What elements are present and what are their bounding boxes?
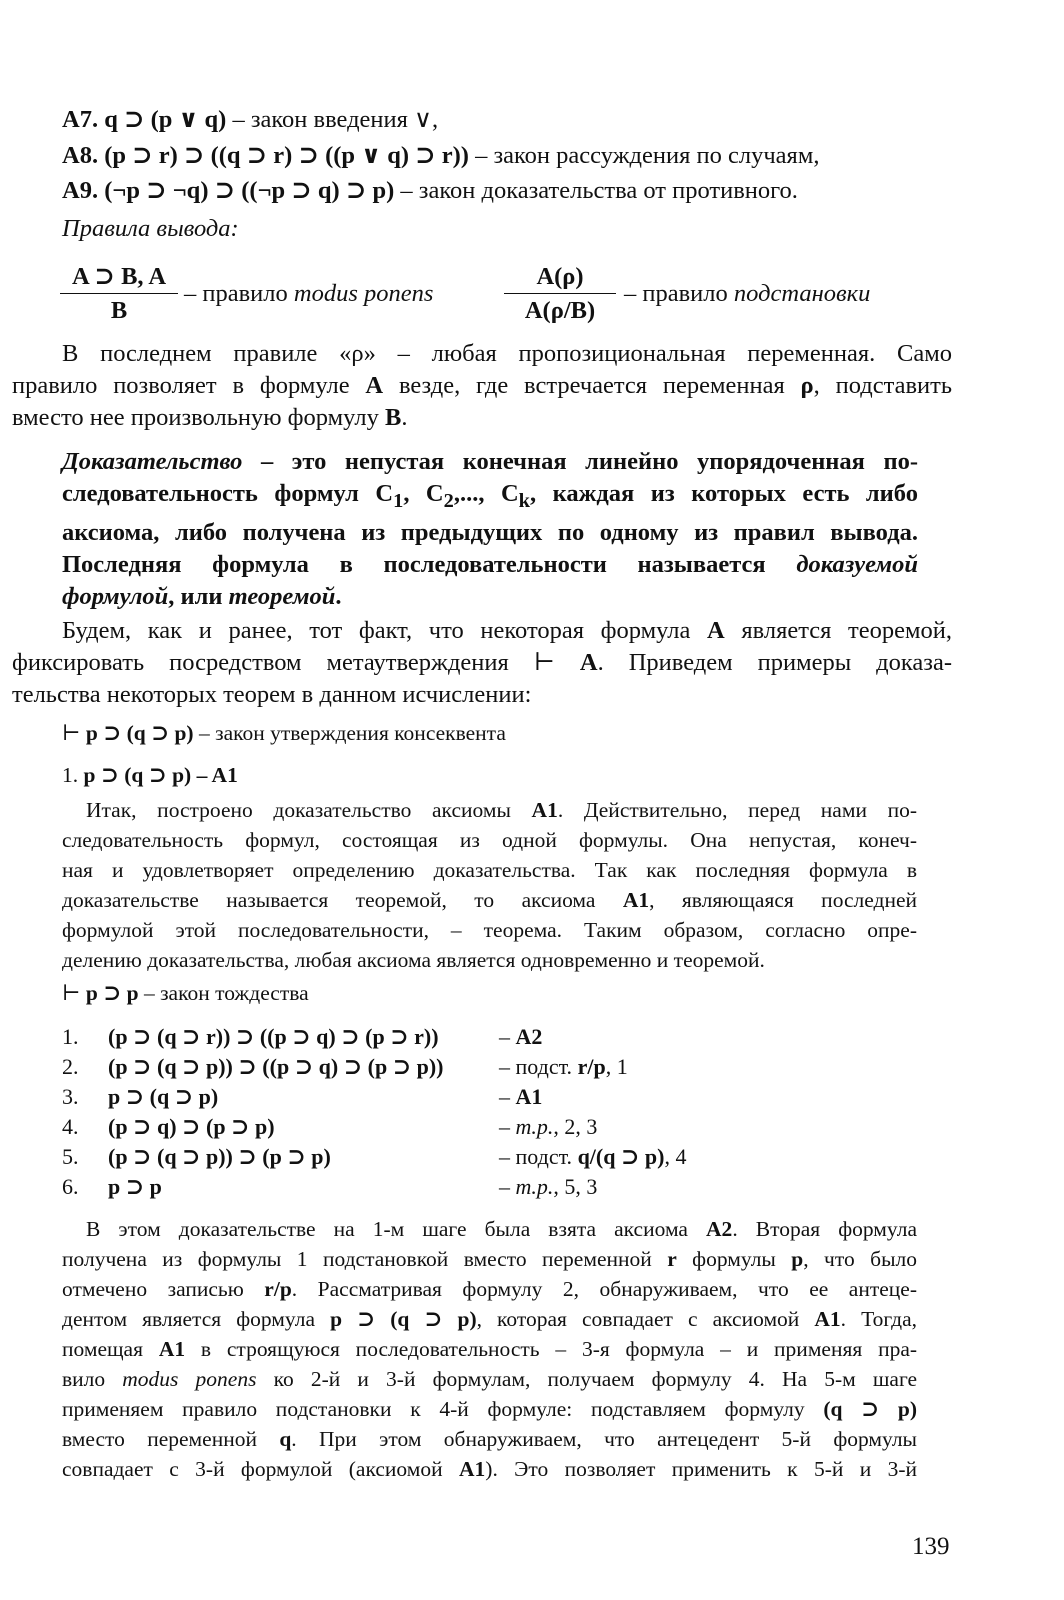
formula-span: q	[279, 1427, 292, 1451]
text-span: отмечено записью	[62, 1277, 244, 1301]
rules-heading	[62, 213, 239, 245]
text-span: помещая	[62, 1337, 143, 1361]
text-span: . Тогда,	[840, 1307, 917, 1331]
subscript: 1	[393, 489, 404, 512]
rules-heading-text: Правила вывода:	[62, 215, 239, 242]
text-span: вместо переменной	[62, 1427, 257, 1451]
text-span: правило позволяет в формуле	[12, 372, 350, 399]
step-number: 1.	[62, 1024, 79, 1049]
text-line	[62, 1424, 917, 1454]
axiom-label: А7.	[62, 106, 99, 133]
formula-span: p	[791, 1247, 804, 1271]
formula-span: A	[365, 372, 384, 399]
theorem-formula: p ⊃ p	[85, 981, 139, 1005]
text-line	[62, 1274, 917, 1304]
axiom-formula: (p ⊃ r) ⊃ ((q ⊃ r) ⊃ ((p ∨ q) ⊃ r))	[104, 142, 469, 169]
text-line: тельства некоторых теорем в данном исчислении:	[12, 681, 532, 708]
text-span: .	[401, 404, 408, 431]
theorem-consequent	[62, 718, 506, 748]
text-span: Будем, как и ранее, тот факт, что некоторая формула	[62, 617, 691, 644]
text-span: следовательность формул C	[62, 480, 394, 507]
formula-span: A1	[814, 1307, 841, 1331]
text-span: , подставить	[813, 372, 953, 399]
axiom-label: А8.	[62, 142, 99, 169]
axiom-description: – закон доказательства от противного.	[400, 177, 798, 204]
proof-identity	[62, 1022, 762, 1212]
text-span: фиксировать посредством метаутверждения	[12, 649, 509, 676]
step-formula: (p ⊃ (q ⊃ p)) ⊃ ((p ⊃ q) ⊃ (p ⊃ p))	[108, 1054, 444, 1079]
text-line	[12, 370, 952, 402]
emphasis-span: modus ponens	[122, 1367, 257, 1391]
text-span: , что было	[803, 1247, 918, 1271]
turnstile-symbol: ⊢	[62, 721, 81, 745]
text-span: совпадает с 3-й формулой (аксиомой	[62, 1457, 443, 1481]
text-span: везде, где встречается переменная	[398, 372, 785, 399]
text-span: является теоремой,	[741, 617, 953, 644]
rule-denominator: A(ρ/B)	[524, 297, 596, 324]
text-span: получена из формулы 1 подстановкой вместо переменной	[62, 1247, 652, 1271]
step-number: 6.	[62, 1174, 79, 1199]
subscript: k	[518, 489, 530, 512]
paragraph-axiom-is-theorem	[62, 795, 917, 975]
text-line	[62, 1454, 917, 1484]
axiom-a9	[62, 175, 798, 207]
text-span: ко 2-й и 3-й формулам, получаем формулу 4. На 5-м шаге	[273, 1367, 918, 1391]
formula-span: A1	[459, 1457, 486, 1481]
formula-span: A	[579, 649, 598, 676]
text-line: формулой этой последовательности, – теорема. Таким образом, согласно опре-	[62, 918, 917, 942]
text-span: доказательстве называется теоремой, то аксиома	[62, 888, 596, 912]
step-formula: p ⊃ (q ⊃ p)	[108, 1084, 219, 1109]
formula-span: A1	[622, 888, 650, 912]
text-span: . При этом обнаруживаем, что антецедент 5-й формулы	[291, 1427, 918, 1451]
step-reason: – A1	[499, 1084, 543, 1109]
paragraph-substitution-explanation	[12, 338, 952, 434]
formula-span: r	[667, 1247, 677, 1271]
text-span: Итак, построено доказательство аксиомы	[86, 798, 511, 822]
step-reason: – A2	[499, 1024, 543, 1049]
paragraph-metastatement	[12, 615, 952, 711]
text-line	[12, 647, 952, 679]
definition-proof	[12, 446, 918, 613]
text-span: ,..., C	[453, 480, 519, 507]
text-span: , которая совпадает с аксиомой	[476, 1307, 800, 1331]
step-reason: – подст. q/(q ⊃ p), 4	[499, 1144, 687, 1169]
text-span: – это непустая конечная линейно упорядоченная по-	[260, 448, 918, 475]
formula-span: ρ	[800, 372, 814, 399]
text-line	[12, 549, 918, 581]
step-number: 2.	[62, 1054, 79, 1079]
theorem-formula: p ⊃ (q ⊃ p)	[85, 721, 194, 745]
text-line	[62, 795, 917, 825]
rule-numerator: A ⊃ B, A	[71, 263, 167, 290]
text-line: следовательность формул, состоящая из одной формулы. Она непустая, конеч-	[62, 828, 917, 852]
text-line: ная и удовлетворяет определению доказательства. Так как последняя формула в	[62, 858, 917, 882]
text-span: применяем правило подстановки к 4-й формуле: подставляем формулу	[62, 1397, 805, 1421]
step-formula: p ⊃ (q ⊃ p)	[83, 763, 192, 787]
rule-prefix: – правило	[624, 280, 728, 307]
text-line	[12, 402, 952, 434]
text-span: . Рассматривая формулу 2, обнаруживаем, что ее антеце-	[291, 1277, 918, 1301]
text-line	[62, 885, 917, 915]
axiom-formula: q ⊃ (p ∨ q)	[104, 106, 227, 133]
page-number: 139	[912, 1533, 950, 1560]
text-span: формулы	[692, 1247, 776, 1271]
text-span: Последняя формула в последовательности называется	[62, 550, 766, 578]
step-number: 1.	[62, 763, 79, 787]
text-line	[12, 446, 918, 478]
text-span: . Приведем примеры доказа-	[597, 649, 953, 676]
proof-step	[62, 760, 238, 790]
formula-span: (q ⊃ p)	[823, 1397, 918, 1421]
formula-span: A2	[706, 1217, 733, 1241]
step-reason: – m.p., 5, 3	[499, 1174, 598, 1199]
rule-name: modus ponens	[293, 280, 434, 307]
text-span: вместо нее произвольную формулу	[12, 404, 379, 431]
turnstile-symbol: ⊢	[62, 981, 81, 1005]
turnstile-symbol: ⊢	[533, 649, 555, 676]
emphasis-span: доказуемой	[796, 550, 918, 578]
text-line	[12, 581, 918, 613]
text-line: делению доказательства, любая аксиома является одновременно и теоремой.	[62, 948, 765, 972]
defined-term: Доказательство	[62, 448, 243, 475]
formula-span: p ⊃ (q ⊃ p)	[330, 1307, 477, 1331]
step-formula: (p ⊃ q) ⊃ (p ⊃ p)	[108, 1114, 275, 1139]
text-span: вило	[62, 1367, 106, 1391]
theorem-identity	[62, 978, 309, 1008]
text-span: ). Это позволяет применить к 5-й и 3-й	[485, 1457, 917, 1481]
rule-substitution-fraction	[504, 262, 616, 326]
text-span: , каждая из которых есть либо	[530, 480, 918, 507]
formula-span: B	[384, 404, 402, 431]
formula-span: A	[707, 617, 725, 644]
step-number: 5.	[62, 1144, 79, 1169]
rule-prefix: – правило	[184, 280, 288, 307]
step-number: 3.	[62, 1084, 79, 1109]
formula-span: A1	[531, 798, 558, 822]
text-span: . Действительно, перед нами по-	[557, 798, 917, 822]
step-reason: – m.p., 2, 3	[499, 1114, 598, 1139]
text-line	[62, 1334, 917, 1364]
emphasis-span: теоремой	[228, 582, 336, 610]
text-span: в строящуюся последовательность – 3-я формула – и применяя пра-	[200, 1337, 918, 1361]
text-line	[62, 1304, 917, 1334]
rule-denominator: B	[110, 297, 128, 324]
axiom-label: А9.	[62, 177, 99, 204]
text-line	[12, 478, 918, 517]
emphasis-span: формулой	[62, 582, 169, 610]
text-line: В последнем правиле «ρ» – любая пропозициональная переменная. Само	[62, 340, 952, 367]
text-span: , являющаяся последней	[649, 888, 917, 912]
text-span: дентом является формула	[62, 1307, 315, 1331]
text-line	[62, 1244, 917, 1274]
axiom-a7	[62, 104, 438, 136]
text-span: , или	[168, 582, 223, 610]
formula-span: A1	[158, 1337, 186, 1361]
axiom-a8	[62, 140, 819, 172]
step-reason: – подст. r/p, 1	[499, 1054, 628, 1079]
text-line	[62, 1394, 917, 1424]
text-span: , C	[403, 480, 444, 507]
text-span: В этом доказательстве на 1-м шаге была взята аксиома	[86, 1217, 688, 1241]
subscript: 2	[443, 489, 454, 512]
axiom-description: – закон рассуждения по случаям,	[475, 142, 820, 169]
theorem-description: – закон тождества	[143, 981, 309, 1005]
text-line: аксиома, либо получена из предыдущих по одному из правил вывода.	[62, 518, 918, 546]
rule-modus-ponens-fraction	[60, 262, 178, 326]
rule-name: подстановки	[733, 280, 871, 307]
text-line	[62, 1364, 917, 1394]
step-reason: – A1	[196, 763, 238, 787]
rule-numerator: A(ρ)	[536, 263, 584, 290]
text-line	[62, 1214, 917, 1244]
step-formula: p ⊃ p	[108, 1174, 162, 1199]
text-span: .	[335, 582, 342, 610]
paragraph-proof-explanation	[62, 1214, 917, 1484]
step-formula: (p ⊃ (q ⊃ r)) ⊃ ((p ⊃ q) ⊃ (p ⊃ r))	[108, 1024, 439, 1049]
axiom-formula: (¬p ⊃ ¬q) ⊃ ((¬p ⊃ q) ⊃ p)	[104, 177, 395, 204]
rule-substitution-label	[624, 278, 870, 310]
formula-span: r/p	[264, 1277, 292, 1301]
text-line	[12, 615, 952, 647]
step-formula: (p ⊃ (q ⊃ p)) ⊃ (p ⊃ p)	[108, 1144, 331, 1169]
rule-modus-ponens-label	[184, 278, 433, 310]
theorem-description: – закон утверждения консеквента	[198, 721, 506, 745]
fraction-bar	[60, 293, 178, 294]
step-number: 4.	[62, 1114, 79, 1139]
fraction-bar	[504, 293, 616, 294]
axiom-description: – закон введения ∨,	[232, 106, 439, 133]
text-span: . Вторая формула	[732, 1217, 917, 1241]
